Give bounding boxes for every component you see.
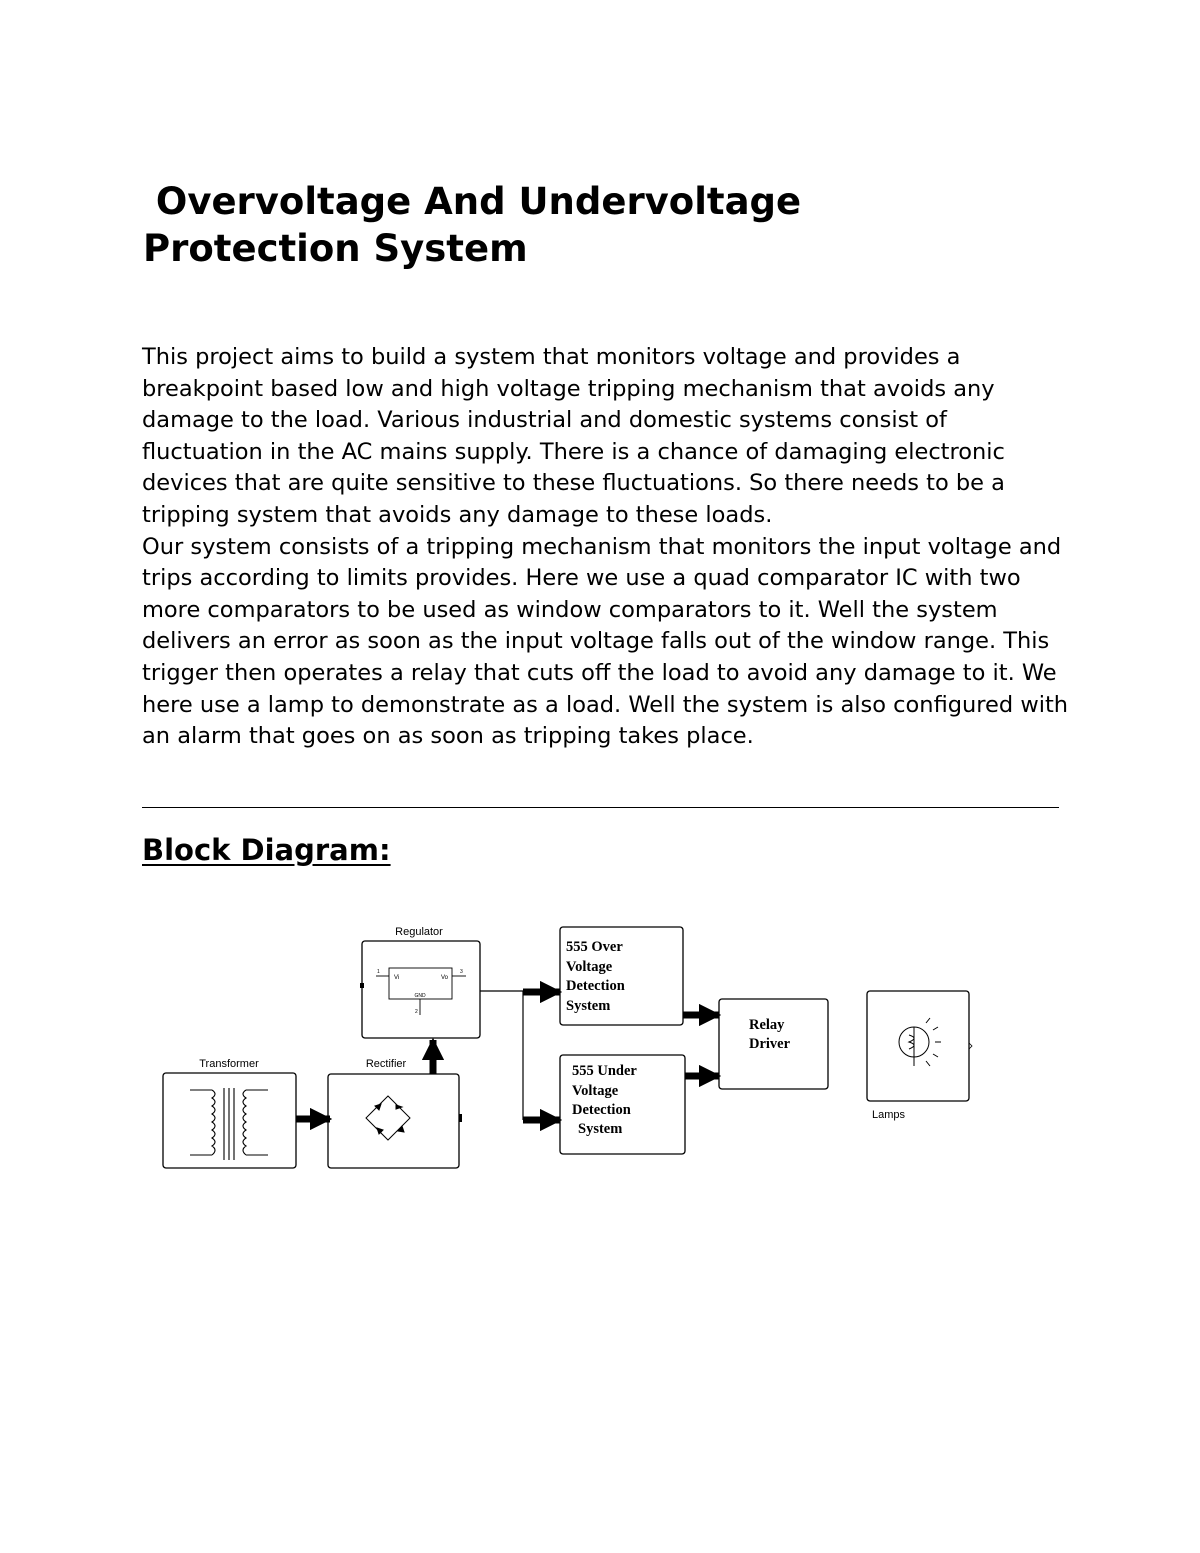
regulator-terminal [360,983,364,988]
relay-driver-block [719,999,828,1089]
lamps-block [867,991,972,1121]
transformer-block [163,1058,296,1168]
regulator-pin-vin: Vi [394,975,400,981]
relay-driver-line-1: Relay [749,1017,785,1033]
under-voltage-line-3: Detection [572,1102,631,1118]
regulator-block [360,926,480,1038]
under-voltage-line-4: System [578,1121,623,1137]
regulator-pin-3: 3 [460,969,463,975]
transformer-label: Transformer [199,1058,259,1070]
over-voltage-line-4: System [566,998,611,1014]
regulator-label: Regulator [395,926,443,938]
title-line-2: Protection System [143,227,528,270]
regulator-pin-1: 1 [377,969,380,975]
over-voltage-line-3: Detection [566,978,625,994]
lamps-label: Lamps [872,1109,906,1121]
rectifier-label: Rectifier [365,1058,407,1070]
rectifier-terminal [459,1114,462,1122]
over-voltage-line-2: Voltage [566,959,613,975]
paragraph-2: Our system consists of a tripping mechanism that monitors the input voltage and trips according to limits provides. Here we use a quad comparator IC with two more comparators to be used as window comparators to it. Well the system delivers an error as soon as the input voltage falls out of the window range. This trigger then operates a relay that cuts off the load to avoid any damage to it. We here use a lamp to demonstrate as a load. Well the system is also configured with an alarm that goes on as soon as tripping takes place. [142,533,1069,750]
over-voltage-line-1: 555 Over [566,939,623,955]
under-voltage-line-1: 555 Under [572,1063,637,1079]
regulator-pin-vout: Vo [441,975,449,981]
rectifier-box [328,1074,459,1168]
regulator-pin-gnd: GND [414,993,426,999]
block-diagram-heading: Block Diagram: [142,833,391,867]
over-voltage-block [560,927,683,1025]
title-line-1: Overvoltage And Undervoltage [143,180,802,223]
under-voltage-block [560,1055,685,1154]
lamps-box [867,991,969,1101]
paragraph-1: This project aims to build a system that monitors voltage and provides a breakpoint based low and high voltage tripping mechanism that avoids any damage to the load. Various industrial and domestic systems consist of fluctuation in the AC mains supply. There is a chance of damaging electronic devices that are quite sensitive to these fluctuations. So there needs to be a tripping system that avoids any damage to these loads. [142,344,1005,528]
regulator-pin-2: 2 [415,1009,418,1015]
relay-driver-line-2: Driver [749,1036,791,1052]
regulator-box [362,941,480,1038]
under-voltage-line-2: Voltage [572,1083,619,1099]
rectifier-block [328,1058,462,1168]
